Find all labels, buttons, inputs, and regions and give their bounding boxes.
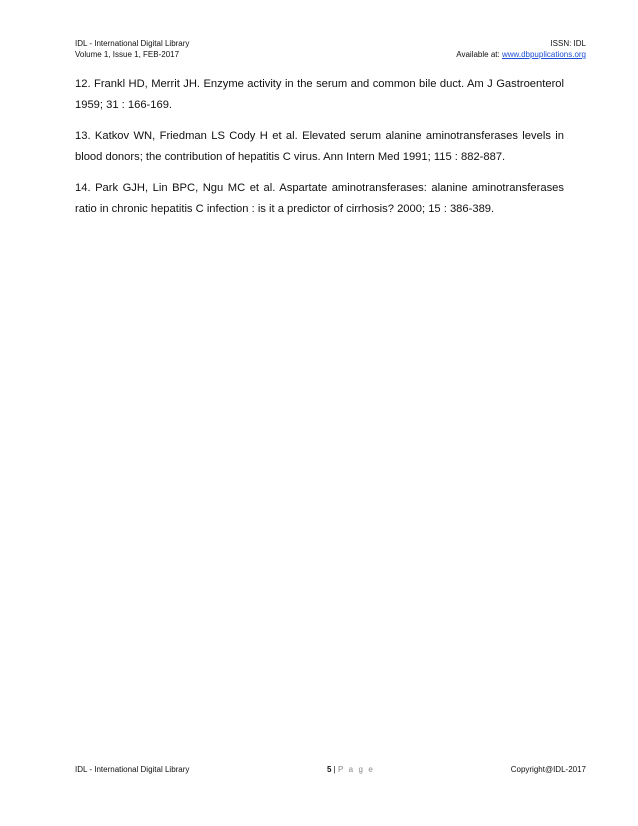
reference-list xyxy=(75,74,564,230)
header-availability xyxy=(456,49,586,60)
page-number: 5 xyxy=(327,765,332,774)
reference-item-12: 12. Frankl HD, Merrit JH. Enzyme activity in the serum and common bile duct. Am J Gastroenterol 1959; 31 : 166-169. xyxy=(75,78,564,111)
header-left xyxy=(75,38,189,60)
page-separator: | xyxy=(331,765,338,774)
header-volume-issue: Volume 1, Issue 1, FEB-2017 xyxy=(75,50,180,59)
footer-library-name: IDL - International Digital Library xyxy=(75,765,190,774)
page-word: P a g e xyxy=(337,765,375,774)
reference-item-13: 13. Katkov WN, Friedman LS Cody H et al. Elevated serum alanine aminotransferases levels in blood donors; the contribution of hepatitis C virus. Ann Intern Med 1991; 115 : 882-887. xyxy=(75,130,564,163)
header-journal-name: IDL - International Digital Library xyxy=(75,39,190,48)
header-right xyxy=(456,38,586,60)
header-issn: ISSN: IDL xyxy=(550,39,586,48)
header-available-label: Available at: xyxy=(456,50,502,59)
reference-item-14: 14. Park GJH, Lin BPC, Ngu MC et al. Aspartate aminotransferases: alanine aminotransferases ratio in chronic hepatitis C infection : is it a predictor of cirrhosis? 2000; 15 : 386-389. xyxy=(75,182,564,215)
footer-page-indicator xyxy=(327,764,374,775)
footer-copyright: Copyright@IDL-2017 xyxy=(510,765,586,774)
header-website-link[interactable]: www.dbpuplications.org xyxy=(501,50,586,59)
